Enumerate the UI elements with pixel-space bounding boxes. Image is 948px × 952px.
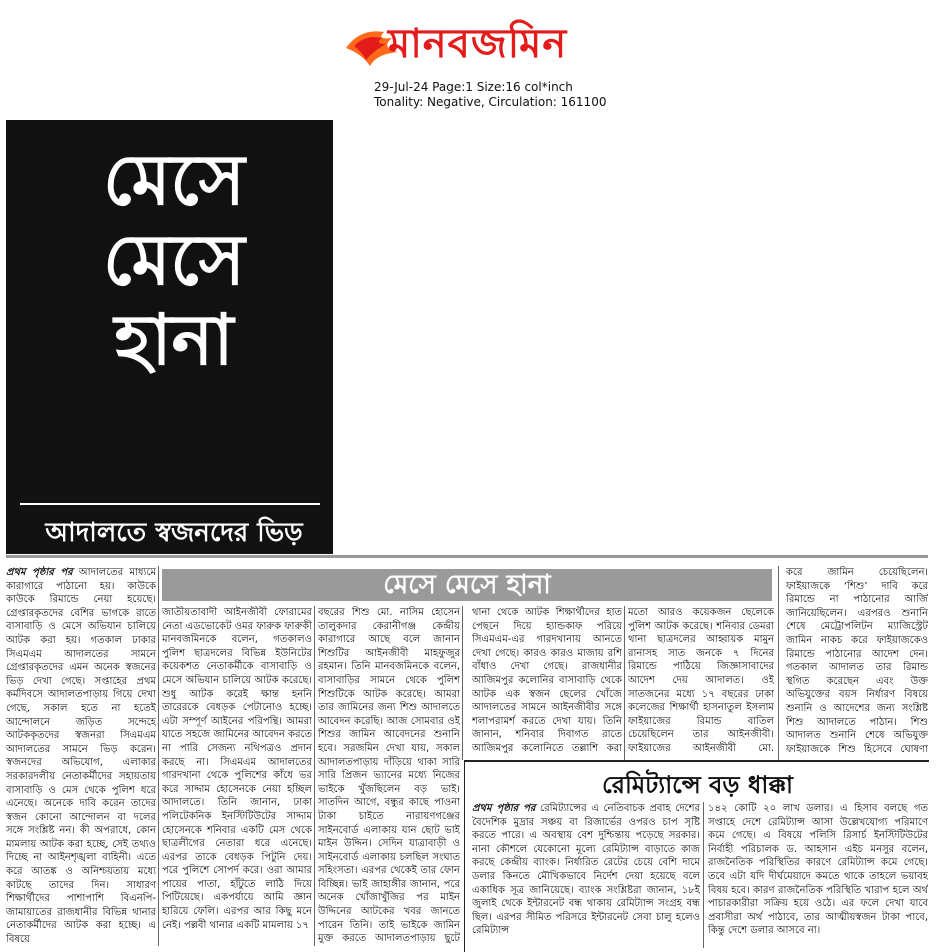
continuation-banner: মেসে মেসে হানা [162, 569, 772, 601]
remittance-headline: রেমিট্যান্সে বড় ধাক্কা [602, 770, 793, 799]
front-page-clip [6, 120, 333, 554]
front-subheadline: আদালতে স্বজনদের ভিড় [45, 518, 303, 548]
headline-divider [20, 503, 320, 505]
headline-line-3: হানা [114, 298, 234, 381]
clipping-meta [374, 80, 606, 110]
logo-wordmark: মানবজমিন [388, 20, 568, 67]
continuation-column-6: করে জামিন চেয়েছিলেন। ফাইয়াজকে ‘শিশু’ দাবি করে রিমান্ডে না পাঠানোর আর্জি জানিয়েছিলেন। এরপরও শুনানি শেষে মেট্রোপলিটন ম্যাজিস্ট্রেট জামিন নাকচ করে ফাইয়াজকেও রিমান্ডে পাঠানোর আদেশ দেন। গতকাল আদালত তার রিমান্ড স্থগিত করেছেন এবং উক্ত অভিযুক্তের বয়স নির্ধারণ বিষয়ে শুনানি ও আদেশের জন্য সংশ্লিষ্ট শিশু আদালতে পাঠান। শিশু আদালত শুনানি শেষে অভিযুক্ত ফাইয়াজকে শিশু হিসেবে ঘোষণা [786, 567, 928, 755]
column-rule [314, 606, 315, 946]
column-rule [462, 606, 463, 760]
column-rule [778, 566, 779, 760]
clip-separator [6, 555, 928, 558]
remittance-kicker: প্রথম পৃষ্ঠার পর [472, 803, 536, 814]
remittance-column-1 [472, 802, 700, 948]
continuation-column-4: থানা থেকে আটক শিক্ষার্থীদের হাত পেছনে দিয়ে হ্যান্ডকাফ পরিয়ে সিএমএম-এর গারদখানায় আনতে দেখা গেছে। কারও কারও মাজায় রশি বাঁধাও দেখা গেছে। রাজধানীর আজিমপুর কলোনির বাসাবাড়ি থেকে আটক এক স্বজন ছেলের খোঁজে আদালতের সামনে আইনজীবীর সঙ্গে শলাপরামর্শ করতে দেখা যায়। তিনি জানান, শনিবার দিবাগত রাতে আজিমপুর কলোনিতে তল্লাশি করা [472, 607, 622, 754]
continuation-column-3: বছরের শিশু মো. নাসিম হোসেন তালুকদার কেরানীগঞ্জ কেন্দ্রীয় কারাগারে আছে বলে জানান শিশুটির আইনজীবী মাহফুজুর রহমান। তিনি মানবজমিনকে বলেন, বাসাবাড়ির সামনে থেকে পুলিশ শিশুটিকে আটক করেছে। আমরা তার জামিনের জন্য শিশু আদালতে আবেদন করেছি। আজ সোমবার ওই শিশুর জামিন আবেদনের শুনানি হবে। সরজমিন দেখা যায়, সকাল আদালতপাড়ায় দাঁড়িয়ে থাকা সারি সারি প্রিজন ভ্যানের মধ্যে নিজের ভাইকে খুঁজছিলেন বড় ভাই। সাতদিন আগে, বন্ধুর কাছে পাওনা টাকা চাইতে নারায়ণগঞ্জের সাইনবোর্ড এলাকায় যান ছোট ভাই মাইন উদ্দিন। সেদিন যাত্রাবাড়ী ও সাইনবোর্ড এলাকায় চলছিল সংঘাত সহিংসতা। এরপর থেকেই তার ফোন বিচ্ছিন্ন। ভাই জাহাঙ্গীর জানান, পরে অনেক খোঁজাখুঁজির পর মাইন উদ্দিনের আটকের খবর জানতে পারেন তিনি। তাই ভাইকে জামিন মুক্ত করতে আদালতপাড়ায় ছুটে [318, 607, 460, 945]
front-headline [24, 140, 324, 380]
remittance-column-1-text: রেমিট্যান্সের এ নেতিবাচক প্রবাহ দেশের বৈদেশিক মুদ্রার সঞ্চয় বা রিজার্ভের ওপরও চাপ সৃষ্টি করতে পারে। এ অবস্থায় বেশ দুশ্চিন্তায় পড়েছে সরকার। নানা কৌশলে যেকোনো মূল্যে রেমিট্যান্স বাড়াতে কাজ করছে কেন্দ্রীয় ব্যাংক। নির্ধারিত রেটের চেয়ে বেশি দামে ডলার কিনতে মৌখিকভাবে নির্দেশ দেয়া হয়েছে বলে একাধিক সূত্র জানিয়েছে। ব্যাংক সংশ্লিষ্টরা জানান, ১৮ই জুলাই থেকে ইন্টারনেট বন্ধ থাকায় রেমিট্যান্স সংগ্রহ বন্ধ ছিল। এরপর সীমিত পরিসরে ইন্টারনেট সেবা চালু হলেও রেমিট্যান্স [472, 803, 700, 937]
headline-line-1: মেসে [103, 138, 245, 221]
remittance-column-2: ১৪২ কোটি ২০ লাখ ডলার। এ হিসাব বলছে গত সপ্তাহে দেশে রেমিট্যান্স আসা উল্লেখযোগ্য পরিমাণে কমে গেছে। এ বিষয়ে পলিসি রিসার্চ ইনস্টিটিউটের নির্বাহী পরিচালক ড. আহসান এইচ মনসুর বলেন, রাজনৈতিক পরিস্থিতির কারণে রেমিট্যান্স কমে গেছে। তবে এটা যদি দীর্ঘমেয়াদে কমতে থাকে তাহলে ভয়াবহ বিষয় হবে। কারণ রাজনৈতিক পরিস্থিতি খারাপ হলে অর্থ পাচারকারীরা সক্রিয় হয়ে ওঠে। এর ফলে দেখা যাবে প্রবাসীরা অর্থ পাঠাবে, তার আত্মীয়স্বজন টাকা পাবে, কিন্তু দেশে ডলার আসবে না। [708, 803, 928, 937]
headline-line-2: মেসে [103, 218, 245, 301]
continuation-column-1 [6, 566, 156, 946]
column-rule [624, 606, 625, 760]
newspaper-logo [340, 8, 615, 76]
column-rule [158, 566, 159, 946]
column-1-text: আদালতের মাধ্যমে কারাগারে পাঠানো হয়। কাউকে কাউকে রিমান্ডে নেয়া হয়েছে। গ্রেপ্তারকৃতদের বেশির ভাগকে রাতে বাসাবাড়ি ও মেসে অভিযান চালিয়ে আটক করা হয়। গতকাল ঢাকার সিএমএম আদালতের সামনে গ্রেপ্তারকৃতদের এমন অনেক স্বজনের ভিড় দেখা গেছে। সপ্তাহের প্রথম কর্মদিবসে আদালতপাড়ায় গিয়ে দেখা গেছে, সকাল হতে না হতেই আন্দোলনে জড়িত সন্দেহে আটককৃতদের স্বজনরা সিএমএম আদালতের সামনে ভিড় করেন। স্বজনদের অভিযোগ, এলাকার সরকারদলীয় নেতাকর্মীদের সহায়তায় বাসাবাড়ি ও মেস থেকে পুলিশ ধরে এনেছে। অনেকে দাবি করেন তাদের স্বজন কোনো আন্দোলন বা দলের সঙ্গে সংশ্লিষ্ট নন। কী অপরাধে, কোন মামলায় আটক করা হচ্ছে, সেই তথ্যও দিচ্ছে না আইনশৃঙ্খলা বাহিনী। এতে করে আতঙ্ক ও অনিশ্চয়তায় মধ্যে কাটছে তাদের দিন। সাধারণ শিক্ষার্থীদের পাশাপাশি বিএনপি-জামায়াতের রাজধানীর বিভিন্ন থানার নেতাকর্মীদের আটক করা হচ্ছে। এ বিষয়ে [6, 567, 156, 946]
meta-line-tonality: Tonality: Negative, Circulation: 161100 [374, 95, 607, 109]
continuation-kicker: প্রথম পৃষ্ঠার পর [6, 567, 73, 578]
meta-line-date: 29-Jul-24 Page:1 Size:16 col*inch [374, 80, 573, 94]
continuation-column-2: জাতীয়তাবাদী আইনজীবী ফোরামের নেতা এডভোকেট ওমর ফারুক ফারুকী মানবজমিনকে বলেন, গতকালও পুলিশ ছাত্রদলের বিভিন্ন ইউনিটের কয়েকশত নেতাকর্মীকে বাসাবাড়ি ও মেসে অভিযান চালিয়ে আটক করেছে। শুধু আটক করেই ক্ষান্ত হননি তারেরকে বেধড়ক পেটানোও হচ্ছে। এটা সম্পূর্ণ আইনের পরিপন্থি। আমরা যাতে সহজে জামিনের আবেদন করতে না পারি সেজন্য নথিপত্রও প্রদান করছে না। সিএমএম আদালতের গারদখানা থেকে পুলিশের কাঁধে ভর করে সাদ্দাম হোসেনকে নেয়া হচ্ছিল আদালতে। তিনি জানান, ঢাকা পলিটেকনিক ইনস্টিটিউটের সাদ্দাম হোসেনকে শনিবার একটি মেস থেকে ছাত্রলীগের নেতারা ধরে এনেছে। এরপর তাকে বেধড়ক পিটুনি দেয়। পরে পুলিশে সোপর্দ করে। ওরা আমার পায়ের পাতা, হাঁটুতে লাঠি দিয়ে পিটিয়েছে। একপর্যায়ে আমি জ্ঞান হারিয়ে ফেলি। এরপর আর কিছু মনে নেই। পল্লবী থানার একটি মামলায় ১৭ [162, 607, 312, 931]
continuation-column-5: মতো আরও কয়েকজন ছেলেকে পুলিশ আটক করেছে। শনিবার ডেমরা থানা ছাত্রদলের আহ্বায়ক মামুন রানাসহ সাত জনকে ৭ দিনের রিমান্ডে পাঠিয়ে জিজ্ঞাসাবাদের আদেশ দেয় আদালত। ওই সাতজনের মধ্যে ১৭ বছরের ঢাকা কলেজের শিক্ষার্থী হাসনাতুল ইসলাম ফাইয়াজের রিমান্ড বাতিল চেয়েছিলেন তার আইনজীবী। ফাইয়াজের আইনজীবী মো. [628, 607, 774, 754]
column-rule [703, 802, 704, 948]
